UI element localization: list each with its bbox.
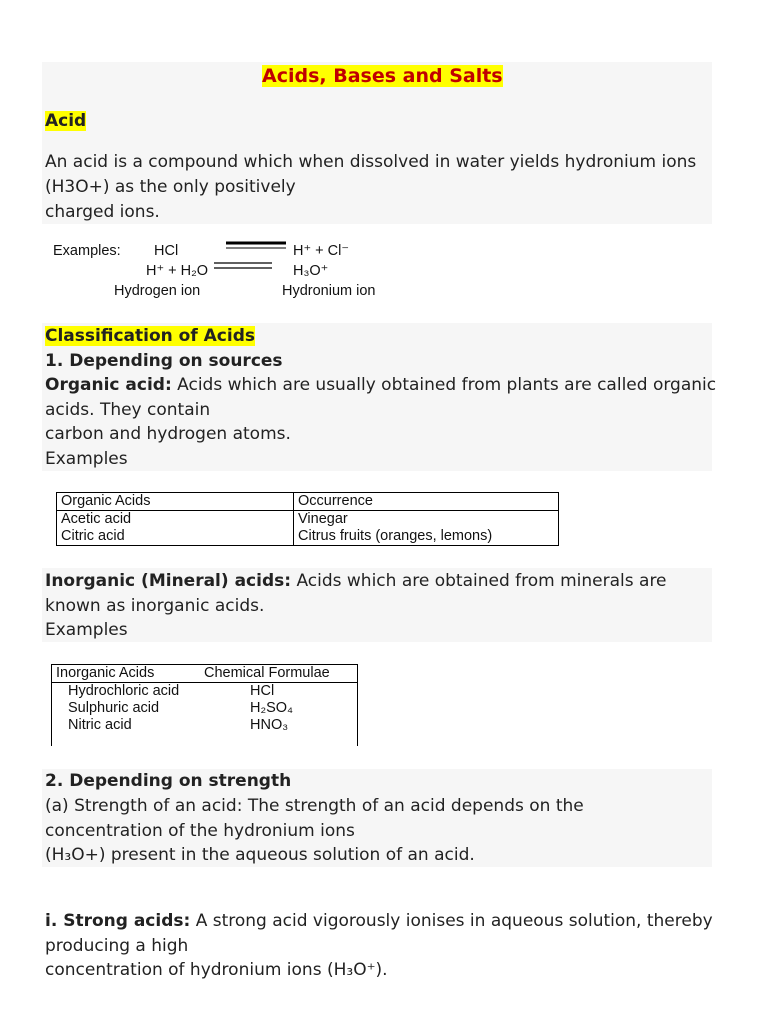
table-cell: Vinegar: [298, 511, 348, 527]
table-row: [52, 683, 358, 701]
table-cell: HCl: [250, 683, 275, 699]
inorganic-acids-table: [51, 664, 358, 746]
page-title-text: Acids, Bases and Salts: [262, 65, 503, 87]
table-row: [52, 717, 358, 746]
organic-acids-table: [56, 492, 559, 546]
table-header: Occurrence: [298, 493, 373, 509]
inorganic-def-text: Acids which are obtained from minerals are: [291, 571, 667, 591]
table-header-row: [57, 493, 559, 511]
table-cell: Hydrochloric acid: [68, 683, 180, 699]
table-header: Chemical Formulae: [204, 665, 330, 681]
table-header: Inorganic Acids: [56, 665, 155, 681]
classification-heading-text: Classification of Acids: [45, 326, 255, 346]
classification-heading: [45, 324, 255, 349]
strength-line-2: concentration of the hydronium ions: [45, 821, 355, 841]
acid-def-line-1: An acid is a compound which when dissolved in water yields hydronium ions: [45, 152, 697, 172]
eq-hcl: HCl: [154, 243, 179, 259]
table-header: Organic Acids: [57, 493, 294, 511]
eq-h3o: H₃O⁺: [293, 263, 329, 279]
page-title: [262, 64, 503, 89]
organic-term: Organic acid:: [45, 375, 172, 395]
strong-def-line-2: producing a high: [45, 936, 189, 956]
strong-term: i. Strong acids:: [45, 911, 191, 931]
strong-def-line-3: concentration of hydronium ions (H₃O⁺).: [45, 960, 388, 980]
hydronium-ion-label: Hydronium ion: [282, 283, 376, 299]
table-cell: Sulphuric acid: [68, 700, 160, 716]
inorganic-def-line-2: known as inorganic acids.: [45, 596, 265, 616]
table-header-row: [52, 665, 358, 683]
inorganic-def-line-1: [45, 569, 667, 594]
table-cell: HNO₃: [250, 717, 289, 733]
strength-line-3: (H₃O+) present in the aqueous solution of an acid.: [45, 845, 475, 865]
inorganic-term: Inorganic (Mineral) acids:: [45, 571, 292, 591]
examples-label: Examples:: [53, 243, 121, 259]
acid-def-line-2: (H3O+) as the only positively: [45, 177, 296, 197]
table-cell: Nitric acid: [68, 717, 132, 733]
organic-def-line-2: acids. They contain: [45, 400, 211, 420]
organic-def-line-3: carbon and hydrogen atoms.: [45, 424, 291, 444]
organic-def-line-1: [45, 373, 716, 398]
table-cell: Citric acid: [57, 528, 294, 546]
hydrogen-ion-label: Hydrogen ion: [114, 283, 201, 299]
table-cell: Citrus fruits (oranges, lemons): [298, 528, 493, 544]
strong-def-line-1: [45, 909, 713, 934]
table-cell: Acetic acid: [57, 511, 294, 529]
acid-heading-text: Acid: [45, 111, 87, 131]
table-row: [52, 700, 358, 717]
by-sources-heading: 1. Depending on sources: [45, 351, 283, 371]
table-row: [57, 528, 559, 546]
acid-heading: [45, 109, 86, 134]
eq-h-h2o: H⁺ + H₂O: [146, 263, 209, 279]
table-cell: H₂SO₄: [250, 700, 293, 716]
organic-def-text: Acids which are usually obtained from plants are called organic: [171, 375, 717, 395]
equilibrium-arrow-2: [214, 260, 276, 272]
organic-examples-label: Examples: [45, 449, 128, 469]
strength-heading: 2. Depending on strength: [45, 771, 292, 791]
table-row: [57, 511, 559, 529]
acid-def-line-3: charged ions.: [45, 202, 160, 222]
strong-def-text: A strong acid vigorously ionises in aqueous solution, thereby: [190, 911, 713, 931]
strength-line-1: (a) Strength of an acid: The strength of an acid depends on the: [45, 796, 584, 816]
inorganic-examples-label: Examples: [45, 620, 128, 640]
eq-h-cl: H⁺ + Cl⁻: [293, 243, 349, 259]
equilibrium-arrow-1: [226, 239, 288, 253]
